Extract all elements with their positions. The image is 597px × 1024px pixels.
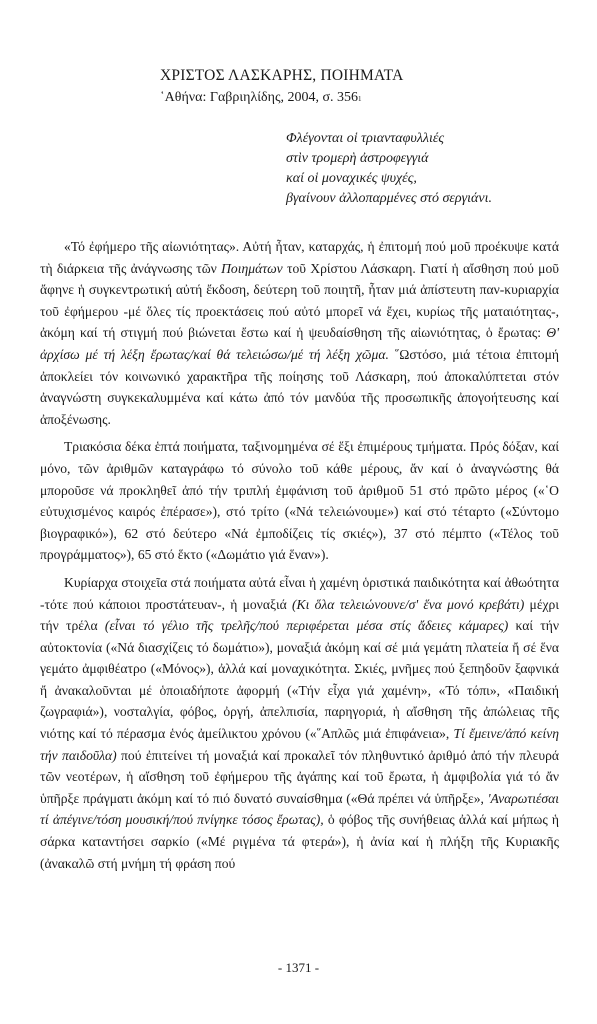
epigraph-line: καί οἱ μοναχικές ψυχές, — [286, 171, 417, 186]
quoted-verse: 'Αναρωτιέσαι τί ἀπέγινε/τόση μουσική/πού πνίγηκε τόσος ἔρωτας), — [40, 790, 559, 828]
epigraph-line: στὶν τρομερὴ ἀστροφεγγιά — [286, 151, 429, 166]
quoted-verse: (Κι ὅλα τελειώνουνε/σ' ἕνα μονό κρεβάτι) — [292, 596, 525, 612]
paragraph-text: «Τό ἐφήμερο τῆς αἰωνιότητας». Αὐτή ἦταν, καταρχάς, ἡ ἐπιτομή πού μοῦ προέκυψε κατά τὴ διάρκεια τῆς ἀνάγνωσης τῶν — [40, 239, 559, 276]
book-title: ΧΡΙΣΤΟΣ ΛΑΣΚΑΡΗΣ, ΠΟΙΗΜΑΤΑ — [160, 67, 404, 84]
paragraph — [40, 436, 559, 566]
paragraph — [40, 572, 559, 874]
paragraph — [40, 236, 559, 430]
paragraph-text: μέχρι τήν τρέλα — [40, 596, 559, 634]
paragraph-text: τοῦ Χρίστου Λάσκαρη. Γιατί ἡ αἴσθηση πού μοῦ ἄφηνε ἡ συγκεντρωτική αὐτή ἔκδοση, δεύτερη τοῦ ποιητῆ, ἦταν μιά ἀπίστευτη παν-κυριαρχία τοῦ ἐφήμερου -μέ ὅλες τίς προεκτάσεις πού αὐτό μπορεῖ νά ἔχει, κυρίως τῆς ματαιότητας-, ἀκόμη καί τή στιγμή πού βιώνεται ἔστω καί ἡ ψευδαίσθηση τῆς αἰωνιότητας, ὁ ἔρωτας: — [40, 260, 559, 341]
epigraph — [286, 129, 492, 209]
paragraph-text: Τριακόσια δέκα ἑπτά ποιήματα, ταξινομημένα σέ ἕξι ἐπιμέρους τμήματα. Πρός δόξαν, καί μόνο, τῶν ἀριθμῶν καταγράφω τό σύνολο τοῦ κάθε μέρους, ἄν καί ὁ ἀναγνώστης θά μποροῦσε νά προκληθεῖ ἀπό τήν τριπλή ἐμφάνιση τοῦ ἀριθμοῦ 51 στό πρῶτο μέρος («῾Ο εὐτυχισμένος καιρός ἐπέρασε»), στό τρίτο («Νά τελειώνουμε») καί στό τέταρτο («Σύντομο βιογραφικό»), 62 στό δεύτερο «Νά ἐμποδίζεις τίς σκιές»), 37 στό πέμπτο («Τέλος τοῦ προγράμματος»), 65 στό ἕκτο («Δωμάτιο γιά ἕναν»). — [40, 439, 559, 563]
article-body — [40, 236, 559, 880]
publication-info — [160, 88, 403, 108]
epigraph-line: Φλέγονται οἱ τριανταφυλλιές — [286, 131, 445, 146]
quoted-verse: Ποιημάτων — [221, 260, 283, 276]
paragraph-text: ῞Ωστόσο, μιά τέτοια ἐπιτομή ἀποκλείει τόν κοινωνικό χαρακτῆρα τῆς ποίησης τοῦ Λάσκαρη, πού ἀποκαλύπτεται στόν ἀναγνώστη συγκεκαλυμμένα καί κάτω ἀπό τόν μανδύα τῆς προσωπικῆς ἀπογοήτευσης καί ἀποξένωσης. — [40, 346, 559, 427]
publication-text: ῾Αθήνα: Γαβριηλίδης, 2004, σ. 356 — [160, 90, 359, 105]
paragraph-text: καί τήν αὐτοκτονία («Νά διασχίζεις τό δωμάτιο»), μοναξιά ἀκόμη καί σέ μιά γεμάτη πλατεία ἤ σέ ἕνα γεμάτο ἀμφιθέατρο («Μόνος»), ἀλλά καί μοναχικότητα. Σκιές, μνῆμες πού ξεπηδοῦν ξαφνικά ἤ ἀνακαλοῦνται μέ ὁποιαδήποτε ἀφορμή («Τήν εἶχα γιά χαμένη», «Τό τόπι», «Παιδική ζωγραφιά»), νοσταλγία, φόβος, ὀργή, ἀπελπισία, παρηγοριά, ἡ αἴσθηση τῆς ἀπώλειας τῆς νιότης καί τό πέρασμα ἑνός ἀμείλικτου χρόνου («῞Απλῶς μιά ἐπιφάνεια», — [40, 618, 560, 742]
quoted-verse: (εἶναι τό γέλιο τῆς τρελῆς/πού περιφέρεται μέσα στίς ἄδειες κάμαρες) — [104, 618, 509, 634]
paragraph-text: Κυρίαρχα στοιχεῖα στά ποιήματα αὐτά εἶναι ἡ χαμένη ὁριστικά παιδικότητα καί ἀθωότητα -τότε πού κάποιοι προστάτευαν-, ἡ μοναξιά — [40, 574, 559, 612]
quoted-verse: Θ' ἀρχίσω μέ τή λέξη ἔρωτας/καί θά τελειώσω/μέ τή λέξη χῶμα. — [40, 325, 559, 362]
page-number: - 1371 - — [277, 960, 320, 975]
book-header — [160, 66, 403, 108]
footnote-marker: 1 — [358, 95, 362, 103]
paragraph-text: πού ἐπιτείνει τή μοναξιά καί προκαλεῖ τόν πληθυντικό ἀριθμό ἀπό τήν πλευρά τῶν νεοτέρων, ἡ αἴσθηση τοῦ ἐφήμερου τῆς ἀγάπης καί τοῦ ἔρωτα, ἡ ἀμφιβολία γιά τό ἄν ὑπῆρξε πράγματι ἀκόμη καί τό πιό δυνατό συναίσθημα («Θά πρέπει νά ὑπῆρξε», — [40, 747, 560, 806]
quoted-verse: Τί ἔμεινε/ἀπό κείνη τήν παιδοῦλα) — [40, 726, 559, 763]
epigraph-line: βγαίνουν ἀλλοπαρμένες στό σεργιάνι. — [286, 191, 493, 206]
paragraph-text: ὁ φόβος τῆς συνήθειας ἀλλά καί μήπως ἡ σάρκα καταντήσει σαρκίο («Μέ ριγμένα τά φτερά»), ἡ ἀνία καί ἡ πλήξη τῆς Κυριακῆς (ἀνακαλῶ στή μνήμη τή φράση πού — [40, 812, 560, 871]
